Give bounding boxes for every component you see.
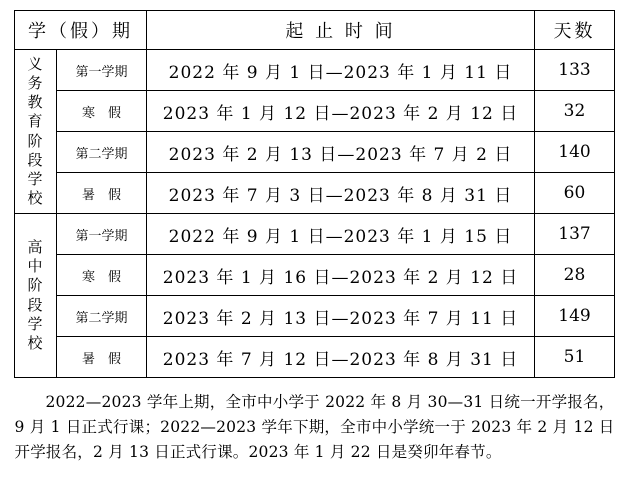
table-row [15,50,615,91]
header-days-label: 天数 [553,21,596,42]
date-range: 2023 年 2 月 13 日—2023 年 7 月 11 日 [147,296,535,337]
days-count: 133 [535,50,615,91]
date-range: 2023 年 2 月 13 日—2023 年 7 月 2 日 [147,132,535,173]
term-label: 暑 假 [57,337,147,378]
days-count: 51 [535,337,615,378]
term-label: 暑 假 [57,173,147,214]
days-count: 137 [535,214,615,255]
date-range: 2023 年 1 月 12 日—2023 年 2 月 12 日 [147,91,535,132]
term-label: 第一学期 [57,214,147,255]
date-range: 2022 年 9 月 1 日—2023 年 1 月 15 日 [147,214,535,255]
term-label: 寒 假 [57,91,147,132]
table-row [15,91,615,132]
header-range-label: 起 止 时 间 [285,21,396,42]
term-label: 第一学期 [57,50,147,91]
term-label: 寒 假 [57,255,147,296]
days-count: 140 [535,132,615,173]
date-range: 2023 年 7 月 3 日—2023 年 8 月 31 日 [147,173,535,214]
table-row [15,214,615,255]
school-calendar-table [14,10,615,378]
days-count: 149 [535,296,615,337]
table-row [15,132,615,173]
term-label: 第二学期 [57,132,147,173]
header-stage-term [15,11,147,50]
calendar-note [15,390,615,465]
stage-label-compulsory [15,50,57,214]
table-header-row [15,11,615,50]
days-count: 28 [535,255,615,296]
table-row [15,173,615,214]
header-days [535,11,615,50]
days-count: 60 [535,173,615,214]
date-range: 2022 年 9 月 1 日—2023 年 1 月 11 日 [147,50,535,91]
calendar-note-text: 2022—2023 学年上期，全市中小学于 2022 年 8 月 30—31 日统一开学报名，9 月 1 日正式行课；2022—2023 学年下期，全市中小学统一于 2023 年 2 月 12 日开学报名，2 月 13 日正式行课。2023 年 1 月 22 日是癸卯年春节。 [14,393,615,462]
stage-label-highschool [15,214,57,378]
header-stage-term-label: 学（假）期 [28,21,133,42]
table-row [15,337,615,378]
date-range: 2023 年 7 月 12 日—2023 年 8 月 31 日 [147,337,535,378]
table-row [15,255,615,296]
header-range [147,11,535,50]
stage-text: 义 务 教 育 阶 段 学 校 [27,54,44,208]
stage-text: 高 中 阶 段 学 校 [27,237,44,352]
term-label: 第二学期 [57,296,147,337]
days-count: 32 [535,91,615,132]
table-row [15,296,615,337]
date-range: 2023 年 1 月 16 日—2023 年 2 月 12 日 [147,255,535,296]
